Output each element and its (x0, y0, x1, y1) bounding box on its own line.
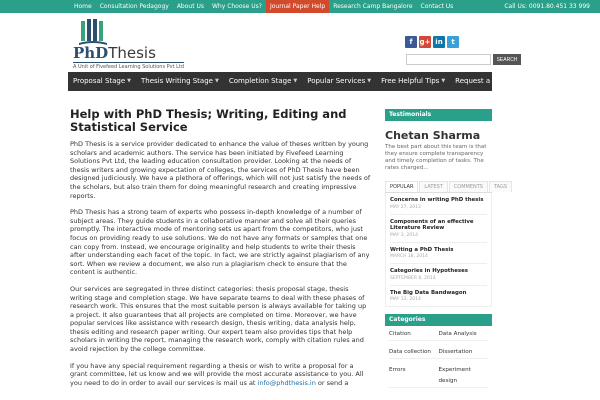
paragraph-intro: PhD Thesis is a service provider dedicated to enhance the value of theses written by young scholars and academic authors. The service has been initiated by Fivefeed Learning Solutions Pvt Ltd, the leading education consultation provider. Looking at the needs of thesis writers and growing expectation of colleges, the services of PhD Thesis have been designed judiciously. We have a plethora of offerings, which will not just satisfy the needs of the scholars, but also train them for doing meaningful research and creating impressive reports. (70, 140, 371, 200)
linkedin-icon[interactable]: in (433, 36, 445, 48)
facebook-icon[interactable]: f (405, 36, 417, 48)
paragraph-services: Our services are segregated in three distinct categories: thesis proposal stage, thesis writing stage and completion stage. We have separate teams to deal with these phases of research work. This ensures that the most suitable person is always available for taking up a project. It also guarantees that all projects are completed on time. Moreover, we have popular services like assistance with research design, thesis writing, data analysis help, thesis editing and research paper writing. Our expert team also provides tips that help scholars in writing the report, managing the research work, comply with citation rules and avoid rejection by the college committee. (70, 284, 367, 354)
top-nav-research-camp[interactable]: Research Camp Bangalore (333, 3, 413, 10)
search-button[interactable]: SEARCH (493, 54, 521, 65)
post-date: MAY 3, 2014 (390, 232, 418, 238)
nav-request-quote[interactable] (450, 72, 518, 91)
caret-down-icon: ▼ (214, 78, 219, 84)
top-nav (70, 0, 457, 13)
nav-label: Popular Services (307, 77, 366, 85)
phone-number: Call Us: 0091.80.451 33 999 (504, 3, 590, 10)
post-title[interactable]: Writing a PhD Thesis (390, 246, 454, 253)
main-content (70, 108, 372, 395)
category-errors[interactable]: Errors (389, 365, 439, 388)
categories-header: Categories (385, 314, 492, 326)
logo-phd: PhD (73, 44, 109, 62)
top-nav-home[interactable]: Home (74, 3, 92, 10)
top-bar (0, 0, 600, 13)
twitter-icon[interactable]: t (447, 36, 459, 48)
nav-label: Thesis Writing Stage (141, 77, 213, 85)
tab-comments[interactable]: COMMENTS (449, 181, 488, 192)
popular-posts (385, 193, 492, 307)
nav-label: Request a Quote (455, 77, 514, 85)
post-tabs (385, 181, 508, 193)
sidebar (385, 109, 508, 391)
categories-list (385, 326, 492, 391)
caret-down-icon: ▼ (293, 78, 298, 84)
tab-latest[interactable]: LATEST (419, 181, 447, 192)
social-icons (405, 36, 459, 48)
list-item[interactable] (390, 264, 487, 286)
google-plus-icon[interactable]: g+ (419, 38, 431, 46)
testimonials-header: Testimonials (385, 109, 492, 121)
nav-proposal-stage[interactable] (68, 72, 136, 91)
category-experiment-design[interactable]: Experiment design (439, 365, 489, 388)
search-form (406, 54, 521, 65)
site-logo[interactable] (73, 44, 156, 62)
paragraph-contact (70, 362, 372, 388)
tab-popular[interactable]: POPULAR (385, 181, 418, 192)
top-nav-why-choose[interactable]: Why Choose Us? (212, 3, 262, 10)
tab-tags[interactable]: TAGS (489, 181, 512, 192)
top-nav-journal-paper[interactable]: Journal Paper Help (266, 0, 329, 13)
category-dissertation[interactable]: Dissertation (439, 347, 489, 359)
logo-tagline: A Unit of Fivefeed Learning Solutions Pvt Ltd (73, 64, 185, 70)
main-nav (68, 72, 514, 91)
testimonial-quote: The best part about this team is that they ensure complete transparency and timely completion of tasks. The rates charged... (385, 144, 487, 171)
contact-text: If you have any special requirement regarding a thesis or wish to write a proposal for a grant committee, let us know and we will provide the most accurate assistance to you. All you need to do in order to avail our services is mail us at (70, 361, 364, 387)
logo-thesis: Thesis (108, 44, 156, 62)
post-title[interactable]: Concerns in writing PhD thesis (390, 197, 484, 203)
top-nav-contact[interactable]: Contact Us (420, 3, 454, 10)
list-item[interactable] (390, 193, 487, 215)
top-nav-consultation[interactable]: Consultation Pedagogy (99, 3, 169, 10)
testimonial-author: Chetan Sharma (385, 129, 481, 142)
caret-down-icon: ▼ (441, 78, 446, 84)
nav-popular-services[interactable] (302, 72, 376, 91)
top-nav-about[interactable]: About Us (176, 3, 204, 10)
nav-thesis-writing-stage[interactable] (136, 72, 224, 91)
book-logo-icon[interactable] (77, 19, 109, 47)
caret-down-icon: ▼ (367, 78, 372, 84)
email-link[interactable]: info@phdthesis.in (257, 378, 316, 387)
nav-label: Completion Stage (228, 77, 292, 85)
categories-widget (385, 314, 492, 391)
post-title[interactable]: The Big Data Bandwagon (390, 289, 467, 296)
site-header (0, 13, 600, 71)
post-date: MAY 12, 2014 (390, 297, 421, 302)
search-input[interactable] (406, 54, 491, 65)
caret-down-icon: ▼ (127, 78, 132, 84)
contact-text-end: or send a (315, 378, 349, 387)
category-data-collection[interactable]: Data collection (389, 347, 439, 359)
list-item[interactable] (390, 243, 487, 265)
nav-free-helpful-tips[interactable] (376, 72, 450, 91)
nav-label: Free Helpful Tips (381, 77, 440, 85)
nav-completion-stage[interactable] (224, 72, 302, 91)
category-citation[interactable]: Citation (389, 329, 439, 341)
post-date: SEPTEMBER 8, 2014 (390, 275, 436, 281)
category-data-analysis[interactable]: Data Analysis (439, 329, 489, 341)
post-title[interactable]: Components of an effective Literature Review (390, 218, 474, 231)
post-date: MAY 27, 2013 (390, 204, 421, 210)
post-date: MARCH 18, 2014 (390, 254, 428, 259)
paragraph-team: PhD Thesis has a strong team of experts who possess in-depth knowledge of a number of subject areas. They guide students in a collaborative manner and solve all their queries promptly. The interactive mode of mentoring sets us apart from the competitors, who just focus on providing ready to use solutions. We do not have any formats or samples that one can copy from. Instead, we encourage originality and help students to write their thesis after understanding each facet of the topic. In fact, we are strictly against plagiarism of any sort. When we review a document, we also run a plagiarism check to ensure that the content is authentic. (70, 208, 370, 277)
list-item[interactable] (390, 286, 487, 307)
list-item[interactable] (390, 215, 487, 243)
page-title: Help with PhD Thesis; Writing, Editing and Statistical Service (70, 107, 347, 134)
post-title[interactable]: Categories in Hypotheses (390, 268, 468, 274)
nav-label: Proposal Stage (73, 77, 126, 85)
